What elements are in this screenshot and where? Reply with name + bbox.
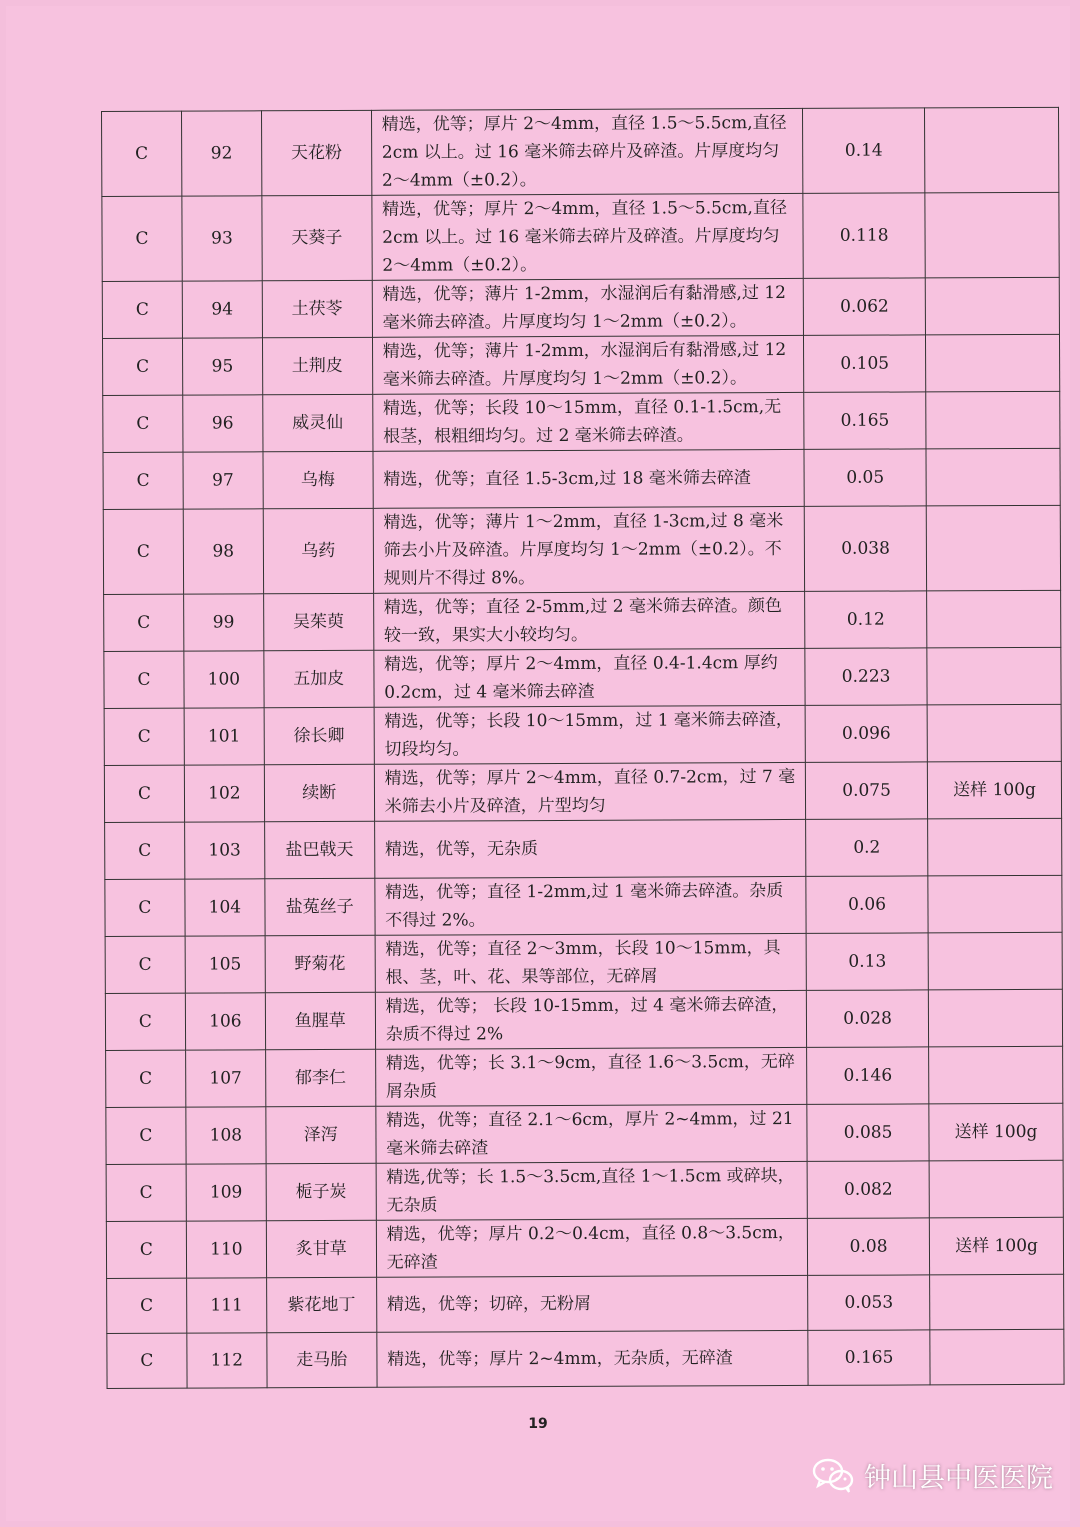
table-row	[104, 647, 1061, 708]
grade-cell: C	[103, 452, 183, 509]
spec-description-cell: 精选，优等；直径 2-5mm,过 2 毫米筛去碎渣。颜色较一致，果实大小较均匀。	[373, 591, 805, 650]
table-row	[104, 761, 1061, 822]
herb-name-cell: 五加皮	[264, 650, 374, 707]
spec-description-cell: 精选，优等；厚片 2～4mm，直径 0.4-1.4cm 厚约 0.2cm，过 4 毫米筛去碎渣	[374, 648, 806, 707]
grade-cell: C	[102, 281, 182, 338]
number-cell: 97	[183, 452, 263, 509]
herb-name-cell: 土茯苓	[262, 280, 372, 337]
table-row	[106, 1046, 1063, 1107]
herb-name-cell: 徐长卿	[264, 707, 374, 764]
note-cell	[926, 391, 1060, 449]
table-row	[105, 818, 1062, 879]
grade-cell: C	[105, 936, 185, 993]
herb-name-cell: 郁李仁	[265, 1049, 375, 1106]
table-body	[102, 107, 1065, 1388]
spec-description-cell: 精选，优等；厚片 0.2～0.4cm，直径 0.8～3.5cm，无碎渣	[376, 1218, 808, 1277]
value-cell: 0.165	[804, 392, 926, 450]
grade-cell: C	[104, 708, 184, 765]
table-row	[107, 1274, 1064, 1333]
herb-name-cell: 威灵仙	[263, 394, 373, 451]
watermark-text: 钟山县中医医院	[864, 1462, 1053, 1494]
value-cell: 0.08	[808, 1218, 930, 1276]
note-cell	[930, 1329, 1064, 1385]
note-cell	[927, 704, 1061, 762]
spec-description-cell: 精选，优等；薄片 1～2mm，直径 1-3cm,过 8 毫米筛去小片及碎渣。片厚度均匀 1～2mm（±0.2）。不规则片不得过 8%。	[373, 506, 805, 593]
grade-cell: C	[103, 395, 183, 452]
grade-cell: C	[102, 196, 182, 281]
table-row	[103, 391, 1060, 452]
value-cell: 0.12	[805, 591, 927, 649]
value-cell: 0.13	[806, 933, 928, 991]
grade-cell: C	[105, 879, 185, 936]
spec-description-cell: 精选，优等；厚片 2~4mm，无杂质，无碎渣	[377, 1330, 809, 1387]
grade-cell: C	[107, 1278, 187, 1333]
grade-cell: C	[104, 594, 184, 651]
value-cell: 0.038	[804, 506, 926, 592]
value-cell: 0.075	[806, 762, 928, 820]
spec-description-cell: 精选，优等；厚片 2～4mm，直径 1.5～5.5cm,直径 2cm 以上。过 16 毫米筛去碎片及碎渣。片厚度均匀 2～4mm（±0.2）。	[371, 108, 803, 195]
number-cell: 96	[183, 395, 263, 452]
grade-cell: C	[106, 1221, 186, 1278]
herb-name-cell: 盐巴戟天	[264, 821, 374, 878]
table-row	[105, 875, 1062, 936]
spec-description-cell: 精选,优等；长 1.5～3.5cm,直径 1～1.5cm 或碎块，无杂质	[376, 1161, 808, 1220]
number-cell: 108	[186, 1107, 266, 1164]
number-cell: 104	[185, 879, 265, 936]
table-row	[102, 192, 1059, 281]
document-page	[6, 6, 1070, 1521]
grade-cell: C	[105, 822, 185, 879]
herb-spec-table	[101, 107, 1065, 1389]
spec-description-cell: 精选，优等；厚片 2～4mm，直径 0.7-2cm，过 7 毫米筛去小片及碎渣，片型均匀	[374, 762, 806, 821]
herb-name-cell: 乌梅	[263, 451, 373, 508]
number-cell: 107	[186, 1050, 266, 1107]
herb-name-cell: 野菊花	[265, 935, 375, 992]
grade-cell: C	[104, 765, 184, 822]
value-cell: 0.14	[803, 108, 925, 194]
note-cell: 送样 100g	[929, 1103, 1063, 1161]
value-cell: 0.146	[807, 1047, 929, 1105]
note-cell	[925, 192, 1059, 278]
spec-description-cell: 精选，优等；直径 1.5-3cm,过 18 毫米筛去碎渣	[373, 449, 805, 508]
herb-name-cell: 紫花地丁	[266, 1277, 376, 1332]
herb-name-cell: 天葵子	[262, 195, 372, 280]
table-row	[103, 448, 1060, 509]
grade-cell: C	[102, 338, 182, 395]
spec-description-cell: 精选，优等，无杂质	[374, 819, 806, 878]
number-cell: 109	[186, 1164, 266, 1221]
spec-description-cell: 精选，优等；直径 2.1～6cm，厚片 2~4mm，过 21 毫米筛去碎渣	[376, 1104, 808, 1163]
herb-name-cell: 鱼腥草	[265, 992, 375, 1049]
note-cell	[930, 1274, 1064, 1330]
value-cell: 0.165	[808, 1330, 930, 1386]
value-cell: 0.053	[808, 1275, 930, 1331]
note-cell	[926, 505, 1060, 591]
note-cell	[929, 1160, 1063, 1218]
herb-name-cell: 炙甘草	[266, 1220, 376, 1277]
number-cell: 100	[184, 651, 264, 708]
value-cell: 0.05	[804, 449, 926, 507]
watermark	[812, 1453, 1053, 1497]
herb-name-cell: 天花粉	[261, 110, 371, 195]
value-cell: 0.082	[807, 1161, 929, 1219]
grade-cell: C	[103, 509, 183, 594]
spec-description-cell: 精选，优等；薄片 1-2mm，水湿润后有黏滑感,过 12 毫米筛去碎渣。片厚度均匀 1～2mm（±0.2）。	[372, 278, 804, 337]
note-cell: 送样 100g	[929, 1217, 1063, 1275]
value-cell: 0.062	[803, 278, 925, 336]
table-row	[104, 590, 1061, 651]
value-cell: 0.085	[807, 1104, 929, 1162]
number-cell: 101	[184, 708, 264, 765]
spec-description-cell: 精选，优等；直径 2～3mm，长段 10～15mm，具根、茎，叶、花、果等部位，无碎屑	[375, 933, 807, 992]
grade-cell: C	[107, 1333, 187, 1388]
number-cell: 106	[185, 993, 265, 1050]
table-row	[102, 334, 1059, 395]
table-row	[104, 704, 1061, 765]
number-cell: 112	[187, 1333, 267, 1388]
grade-cell: C	[106, 1164, 186, 1221]
herb-name-cell: 吴茱萸	[263, 593, 373, 650]
number-cell: 99	[184, 594, 264, 651]
spec-description-cell: 精选，优等；薄片 1-2mm，水湿润后有黏滑感,过 12 毫米筛去碎渣。片厚度均匀 1～2mm（±0.2）。	[372, 335, 804, 394]
note-cell	[928, 989, 1062, 1047]
herb-name-cell: 栀子炭	[266, 1163, 376, 1220]
table-row	[106, 1160, 1063, 1221]
note-cell	[925, 277, 1059, 335]
herb-name-cell: 走马胎	[267, 1332, 377, 1387]
grade-cell: C	[102, 111, 182, 196]
table-row	[103, 505, 1060, 594]
spec-description-cell: 精选，优等；切碎，无粉屑	[376, 1275, 808, 1332]
number-cell: 92	[181, 111, 261, 196]
table-row	[106, 1217, 1063, 1278]
note-cell	[927, 590, 1061, 648]
herb-name-cell: 泽泻	[266, 1106, 376, 1163]
table-row	[102, 277, 1059, 338]
grade-cell: C	[104, 651, 184, 708]
value-cell: 0.223	[805, 648, 927, 706]
note-cell	[928, 875, 1062, 933]
value-cell: 0.118	[803, 193, 925, 279]
herb-name-cell: 乌药	[263, 508, 373, 593]
herb-name-cell: 土荆皮	[262, 337, 372, 394]
value-cell: 0.2	[806, 819, 928, 877]
number-cell: 110	[186, 1221, 266, 1278]
value-cell: 0.096	[805, 705, 927, 763]
spec-description-cell: 精选，优等；长段 10～15mm，直径 0.1-1.5cm,无根茎，根粗细均匀。过 2 毫米筛去碎渣。	[372, 392, 804, 451]
herb-name-cell: 续断	[264, 764, 374, 821]
table-row	[105, 989, 1062, 1050]
note-cell	[927, 647, 1061, 705]
table-row	[105, 932, 1062, 993]
note-cell	[925, 107, 1059, 193]
wechat-icon	[812, 1457, 854, 1493]
grade-cell: C	[106, 1107, 186, 1164]
number-cell: 103	[185, 822, 265, 879]
number-cell: 95	[182, 338, 262, 395]
value-cell: 0.028	[807, 990, 929, 1048]
value-cell: 0.105	[804, 335, 926, 393]
value-cell: 0.06	[806, 876, 928, 934]
page-number: 19	[528, 1416, 548, 1432]
note-cell	[926, 334, 1060, 392]
number-cell: 98	[183, 509, 263, 594]
note-cell	[929, 1046, 1063, 1104]
number-cell: 111	[186, 1278, 266, 1333]
note-cell	[926, 448, 1060, 506]
number-cell: 102	[184, 765, 264, 822]
herb-name-cell: 盐菟丝子	[265, 878, 375, 935]
spec-description-cell: 精选，优等；长 3.1～9cm，直径 1.6～3.5cm，无碎屑杂质	[375, 1047, 807, 1106]
note-cell	[928, 932, 1062, 990]
spec-description-cell: 精选，优等； 长段 10-15mm，过 4 毫米筛去碎渣，杂质不得过 2%	[375, 990, 807, 1049]
number-cell: 93	[182, 196, 262, 281]
note-cell	[928, 818, 1062, 876]
spec-description-cell: 精选，优等；厚片 2～4mm，直径 1.5～5.5cm,直径 2cm 以上。过 16 毫米筛去碎片及碎渣。片厚度均匀 2～4mm（±0.2）。	[372, 193, 804, 280]
note-cell: 送样 100g	[927, 761, 1061, 819]
spec-description-cell: 精选，优等；长段 10～15mm，过 1 毫米筛去碎渣，切段均匀。	[374, 705, 806, 764]
table-row	[102, 107, 1059, 196]
table-row	[107, 1329, 1064, 1388]
number-cell: 105	[185, 936, 265, 993]
grade-cell: C	[106, 1050, 186, 1107]
spec-description-cell: 精选，优等；直径 1-2mm,过 1 毫米筛去碎渣。杂质不得过 2%。	[375, 876, 807, 935]
grade-cell: C	[105, 993, 185, 1050]
table-row	[106, 1103, 1063, 1164]
number-cell: 94	[182, 281, 262, 338]
